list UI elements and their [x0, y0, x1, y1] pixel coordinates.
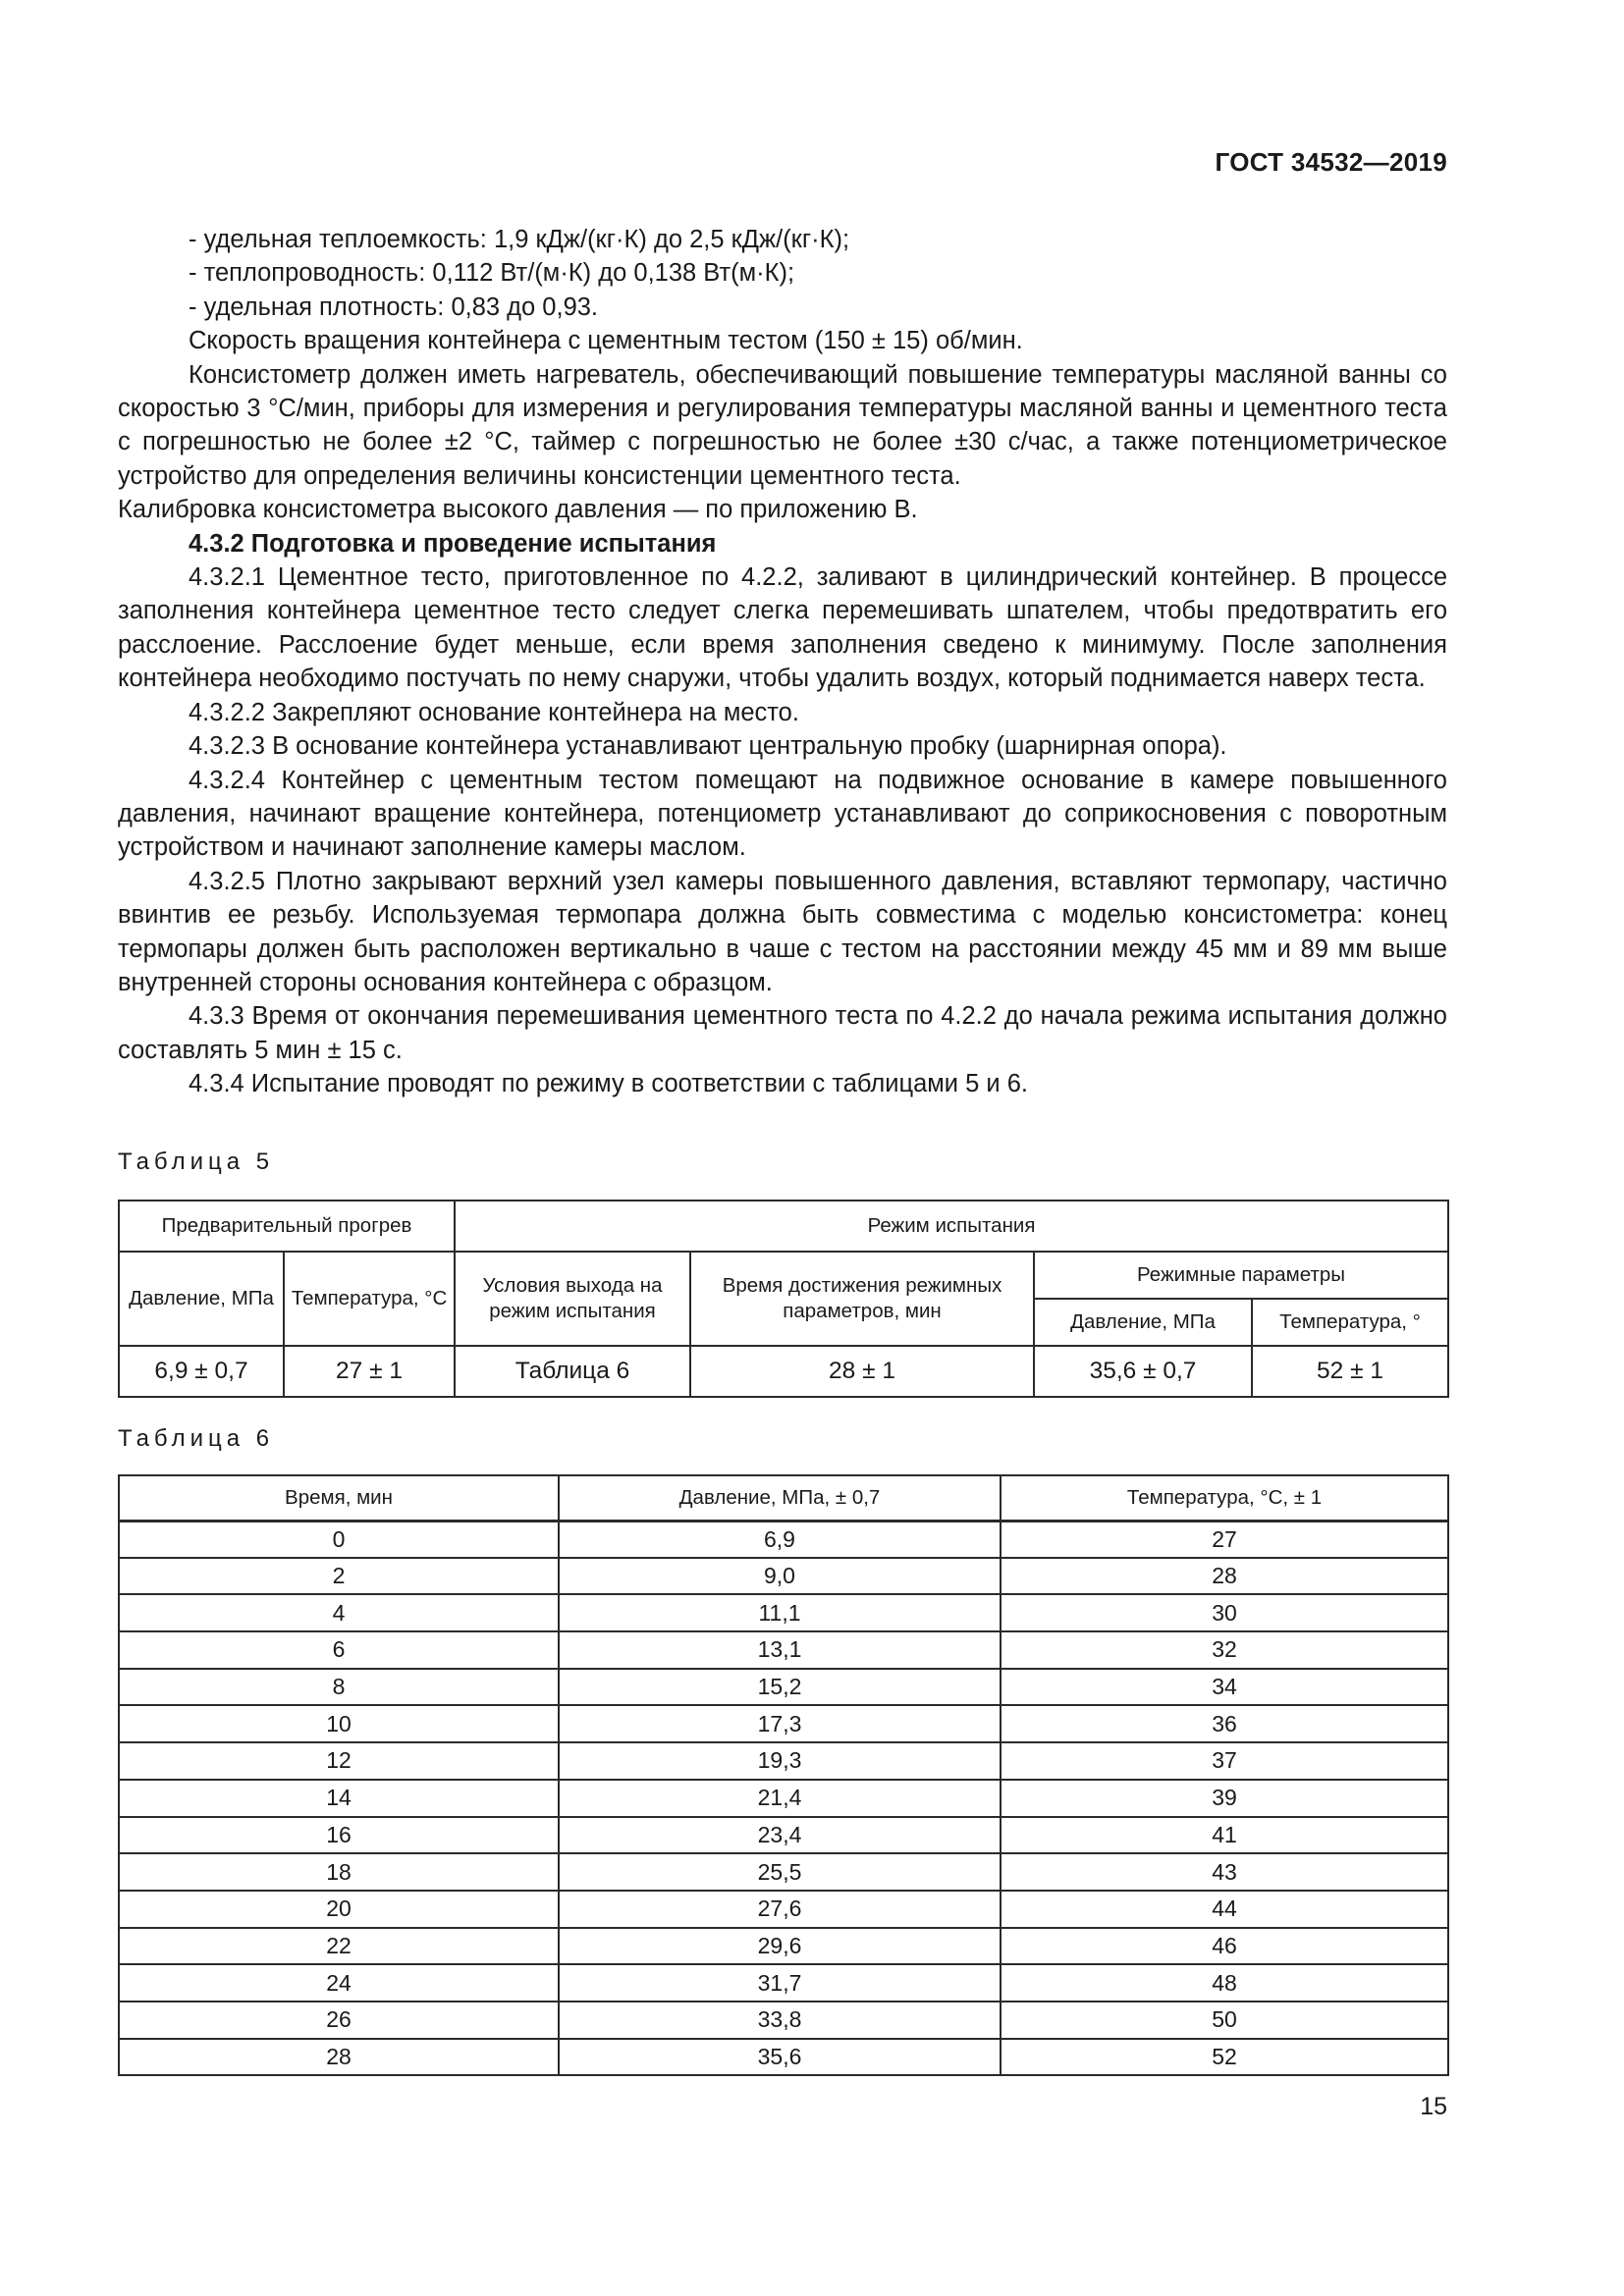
t6-cell: 23,4 — [559, 1817, 1001, 1854]
paragraph: - теплопроводность: 0,112 Вт/(м·К) до 0,138 Вт(м·К); — [189, 259, 795, 288]
paragraph: Калибровка консистометра высокого давления — по приложению В. — [118, 496, 918, 524]
table-row — [119, 1817, 1448, 1854]
t5-cell: 35,6 ± 0,7 — [1034, 1346, 1252, 1397]
table-row — [119, 1594, 1448, 1631]
page-number: 15 — [1420, 2093, 1447, 2120]
t6-header-temperature: Температура, °С, ± 1 — [1001, 1475, 1448, 1521]
t5-header-pressure: Давление, МПа — [119, 1252, 284, 1346]
t6-cell: 25,5 — [559, 1853, 1001, 1891]
body-text — [118, 223, 1447, 1101]
paragraph: 4.3.2.2 Закрепляют основание контейнера на место. — [189, 698, 799, 726]
paragraph: 4.3.2.1 Цементное тесто, приготовленное по 4.2.2, заливают в цилиндрический контейнер. В процессе заполнения контейнера цементное тесто следует слегка перемешивать шпателем, чтобы предотвратить его расслоение. Расслоение будет меньше, если время заполнения сведено к минимуму. После заполнения контейнера необходимо постучать по нему снаружи, чтобы удалить воздух, который поднимается наверх теста. — [118, 563, 1447, 693]
table-6 — [118, 1474, 1449, 2076]
t6-cell: 37 — [1001, 1742, 1448, 1780]
paragraph: 4.3.2.4 Контейнер с цементным тестом помещают на подвижное основание в камере повышенного давления, начинают вращение контейнера, потенциометр устанавливают до соприкосновения с поворотным устройством и начинают заполнение камеры маслом. — [118, 766, 1447, 862]
t6-cell: 50 — [1001, 2002, 1448, 2039]
paragraph: 4.3.2.3 В основание контейнера устанавливают центральную пробку (шарнирная опора). — [189, 732, 1227, 761]
t5-header-time-to-mode: Время достижения режимных параметров, мин — [690, 1252, 1034, 1346]
paragraph: - удельная плотность: 0,83 до 0,93. — [189, 293, 599, 321]
t6-cell: 52 — [1001, 2039, 1448, 2076]
table-row — [119, 1928, 1448, 1965]
t6-cell: 39 — [1001, 1780, 1448, 1817]
table-row — [119, 2039, 1448, 2076]
t6-cell: 32 — [1001, 1631, 1448, 1669]
t5-cell: 28 ± 1 — [690, 1346, 1034, 1397]
table-row — [119, 1891, 1448, 1928]
t6-cell: 0 — [119, 1521, 559, 1558]
table6-caption: Таблица 6 — [118, 1425, 275, 1452]
t6-cell: 21,4 — [559, 1780, 1001, 1817]
t6-cell: 11,1 — [559, 1594, 1001, 1631]
t5-header-preheat: Предварительный прогрев — [119, 1201, 455, 1252]
t6-cell: 48 — [1001, 1964, 1448, 2002]
standard-code-header: ГОСТ 34532—2019 — [1215, 147, 1447, 177]
paragraph: Консистометр должен иметь нагреватель, обеспечивающий повышение температуры масляной ванны со скоростью 3 °С/мин, приборы для измерения и регулирования температуры масляной ванны и цементного теста с погрешностью не более ±2 °С, таймер с погрешностью не более ±30 с/час, а также потенциометрическое устройство для определения величины консистенции цементного теста. — [118, 360, 1447, 490]
t6-cell: 43 — [1001, 1853, 1448, 1891]
t6-cell: 34 — [1001, 1669, 1448, 1706]
t6-cell: 20 — [119, 1891, 559, 1928]
table-row — [119, 1521, 1448, 1558]
t5-header-mode-params: Режимные параметры — [1034, 1252, 1448, 1299]
t6-cell: 4 — [119, 1594, 559, 1631]
table-row — [119, 1964, 1448, 2002]
paragraph: 4.3.3 Время от окончания перемешивания цементного теста по 4.2.2 до начала режима испытания должно составлять 5 мин ± 15 с. — [118, 1002, 1447, 1064]
t6-cell: 6 — [119, 1631, 559, 1669]
t6-cell: 29,6 — [559, 1928, 1001, 1965]
t6-cell: 10 — [119, 1705, 559, 1742]
t6-cell: 17,3 — [559, 1705, 1001, 1742]
table-row — [119, 1705, 1448, 1742]
t6-cell: 18 — [119, 1853, 559, 1891]
t5-header-exit-conditions: Условия выхода на режим испытания — [455, 1252, 690, 1346]
table-row — [119, 1558, 1448, 1595]
t6-cell: 15,2 — [559, 1669, 1001, 1706]
t6-cell: 6,9 — [559, 1521, 1001, 1558]
t6-cell: 8 — [119, 1669, 559, 1706]
t6-cell: 19,3 — [559, 1742, 1001, 1780]
t6-cell: 33,8 — [559, 2002, 1001, 2039]
t6-cell: 27 — [1001, 1521, 1448, 1558]
t5-header-param-pressure: Давление, МПа — [1034, 1299, 1252, 1346]
t5-header-temperature: Температура, °С — [284, 1252, 455, 1346]
t5-cell: Таблица 6 — [455, 1346, 690, 1397]
table-row — [119, 1853, 1448, 1891]
t6-cell: 46 — [1001, 1928, 1448, 1965]
t6-cell: 31,7 — [559, 1964, 1001, 2002]
table5-caption: Таблица 5 — [118, 1148, 275, 1175]
t6-cell: 24 — [119, 1964, 559, 2002]
t6-cell: 16 — [119, 1817, 559, 1854]
t5-cell: 52 ± 1 — [1252, 1346, 1448, 1397]
t6-cell: 2 — [119, 1558, 559, 1595]
paragraph: 4.3.2.5 Плотно закрывают верхний узел камеры повышенного давления, вставляют термопару, частично ввинтив ее резьбу. Используемая термопара должна быть совместима с моделью консистометра: конец термопары должен быть расположен вертикально в чаше с тестом на расстоянии между 45 мм и 89 мм выше внутренней стороны основания контейнера с образцом. — [118, 867, 1447, 996]
t6-cell: 36 — [1001, 1705, 1448, 1742]
t6-cell: 41 — [1001, 1817, 1448, 1854]
t6-cell: 12 — [119, 1742, 559, 1780]
t6-cell: 14 — [119, 1780, 559, 1817]
t6-header-time: Время, мин — [119, 1475, 559, 1521]
t6-header-pressure: Давление, МПа, ± 0,7 — [559, 1475, 1001, 1521]
t6-cell: 13,1 — [559, 1631, 1001, 1669]
table-row — [119, 1669, 1448, 1706]
t5-header-test-mode: Режим испытания — [455, 1201, 1448, 1252]
t6-cell: 28 — [1001, 1558, 1448, 1595]
table-row — [119, 1631, 1448, 1669]
paragraph: Скорость вращения контейнера с цементным тестом (150 ± 15) об/мин. — [189, 327, 1023, 355]
t6-cell: 28 — [119, 2039, 559, 2076]
section-heading: 4.3.2 Подготовка и проведение испытания — [189, 529, 717, 558]
t6-cell: 44 — [1001, 1891, 1448, 1928]
t6-cell: 22 — [119, 1928, 559, 1965]
table-5 — [118, 1200, 1449, 1398]
paragraph: - удельная теплоемкость: 1,9 кДж/(кг·К) до 2,5 кДж/(кг·К); — [189, 226, 850, 253]
t5-header-param-temperature: Температура, ° — [1252, 1299, 1448, 1346]
t6-cell: 9,0 — [559, 1558, 1001, 1595]
table-row — [119, 2002, 1448, 2039]
t6-cell: 35,6 — [559, 2039, 1001, 2076]
t6-cell: 26 — [119, 2002, 559, 2039]
t6-cell: 27,6 — [559, 1891, 1001, 1928]
t5-cell: 27 ± 1 — [284, 1346, 455, 1397]
table-row — [119, 1780, 1448, 1817]
t6-cell: 30 — [1001, 1594, 1448, 1631]
t5-cell: 6,9 ± 0,7 — [119, 1346, 284, 1397]
table-row — [119, 1742, 1448, 1780]
paragraph: 4.3.4 Испытание проводят по режиму в соответствии с таблицами 5 и 6. — [189, 1070, 1028, 1098]
